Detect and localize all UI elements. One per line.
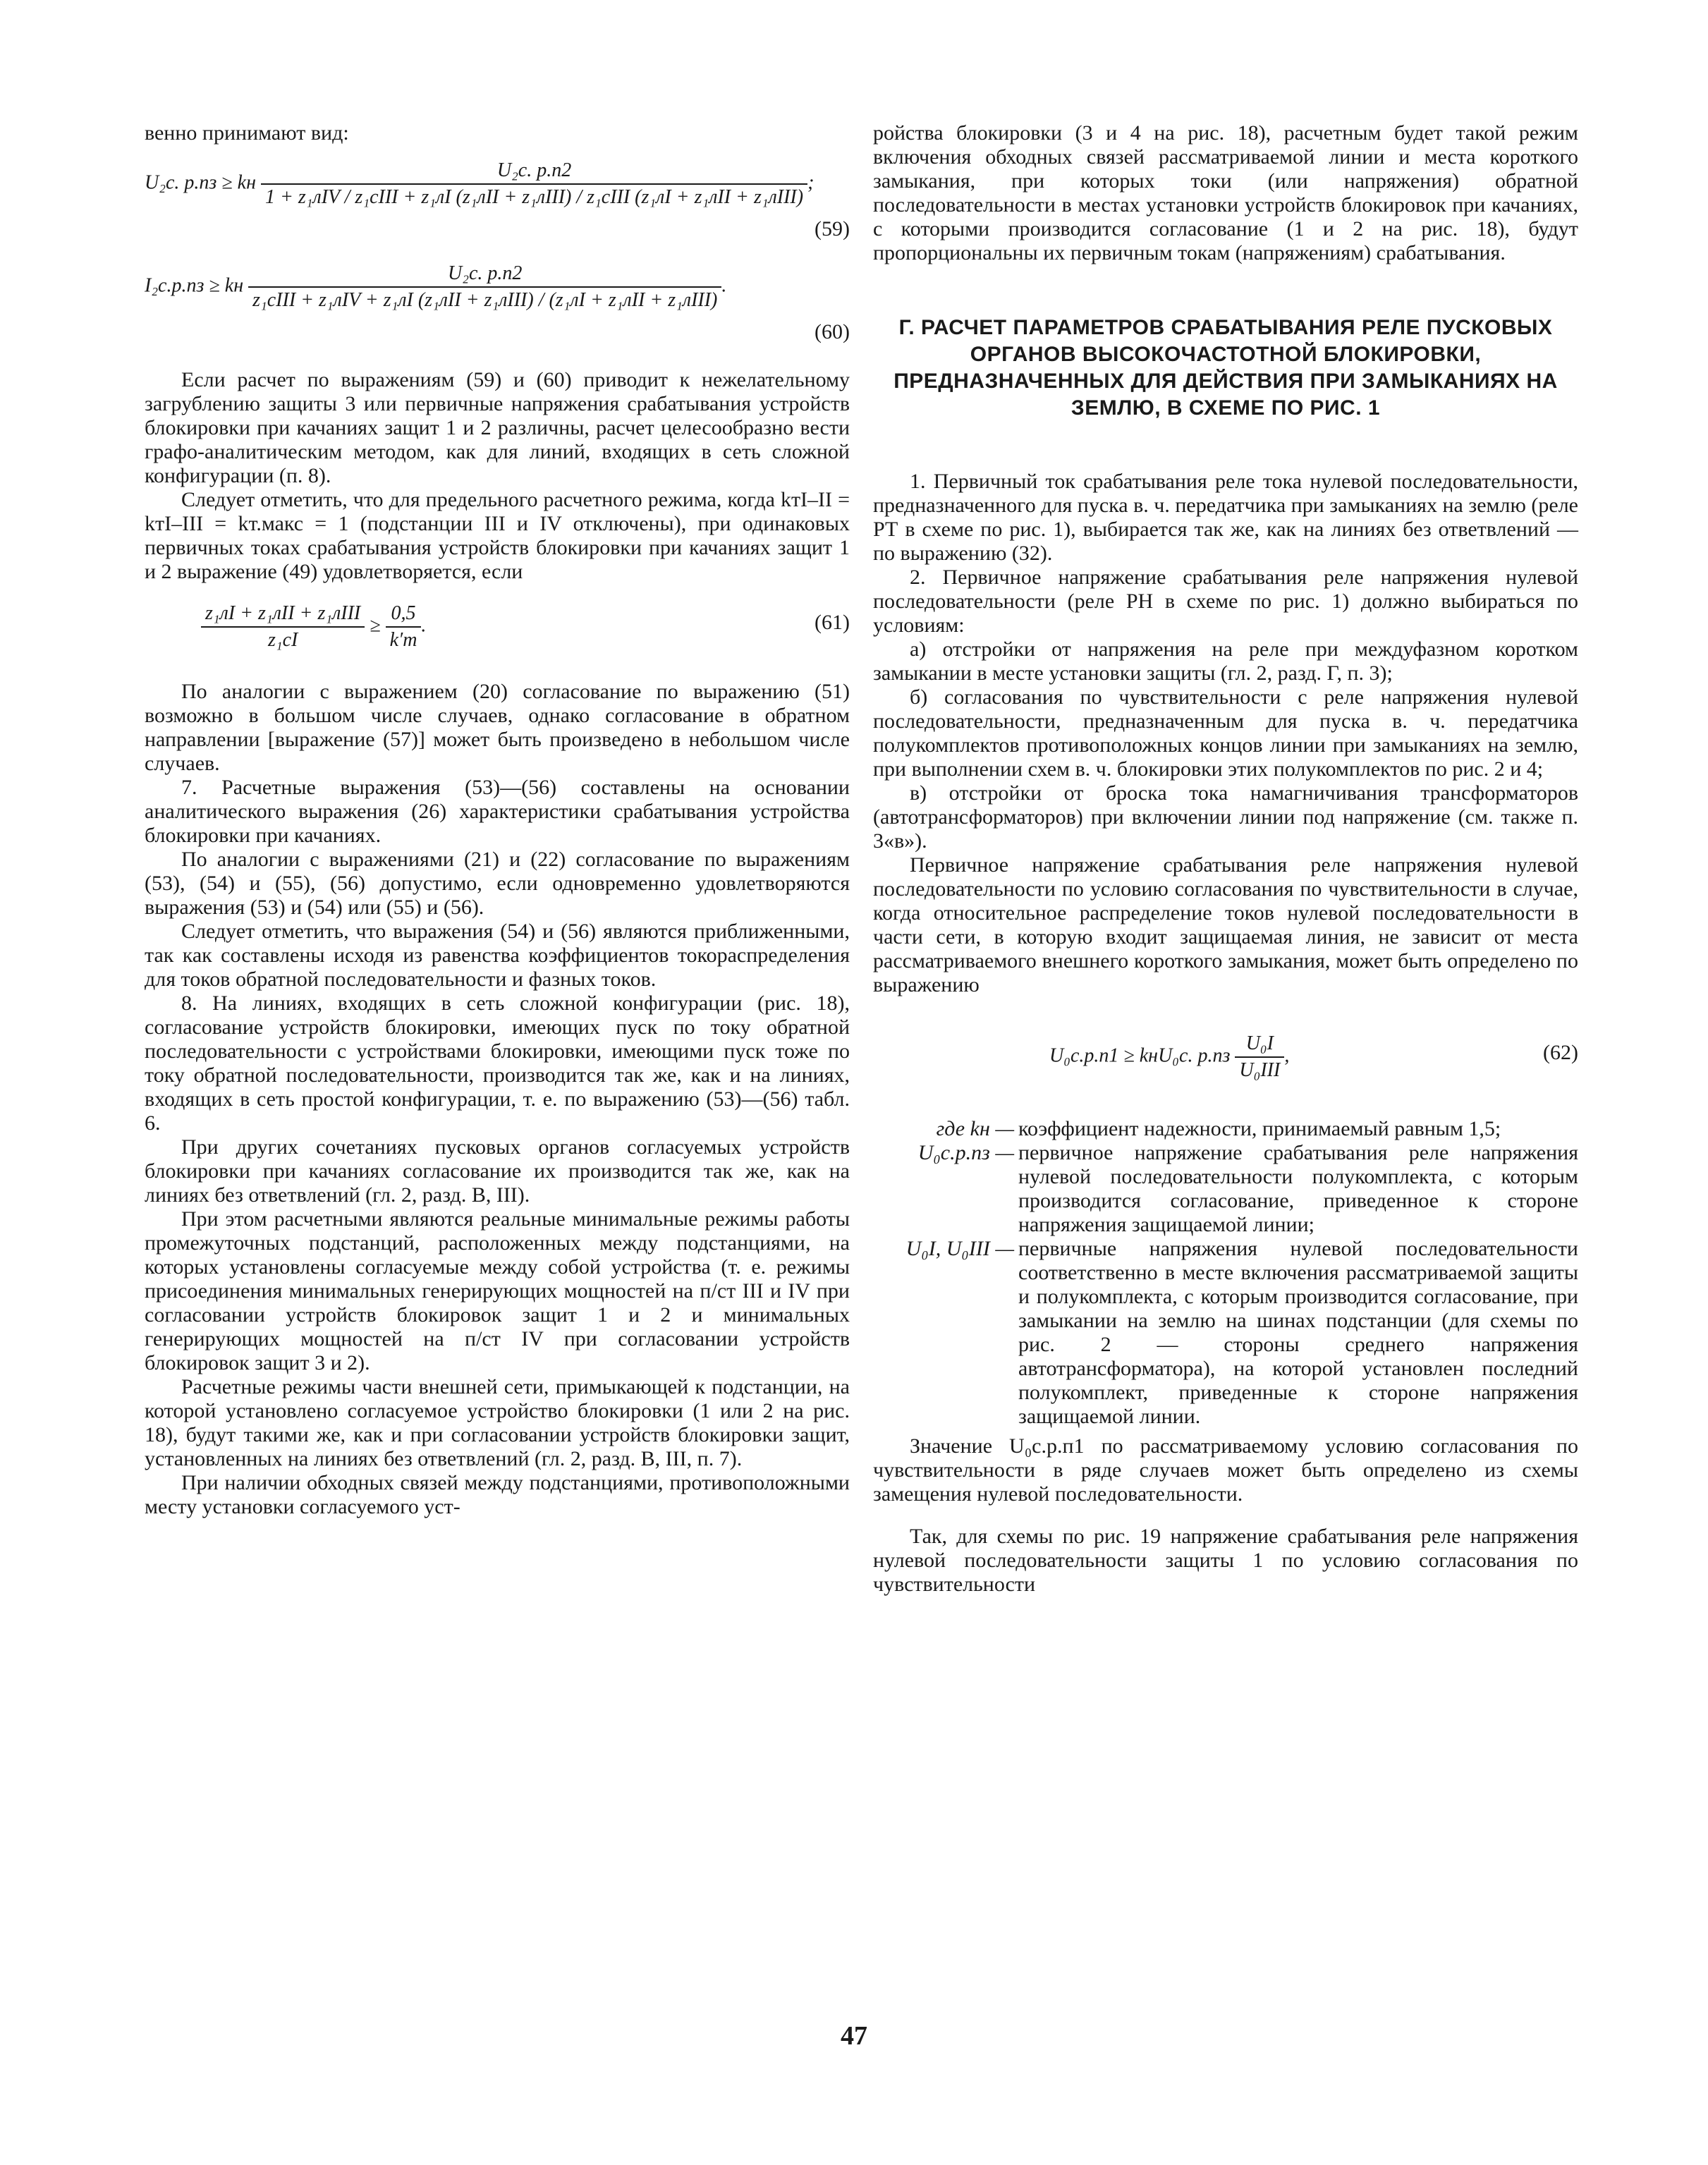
definition-text: первичные напряжения нулевой последовательности соответственно в месте включения рассматриваемой защиты и полукомплекта, с которым производится согласование, при замыкании на землю на шинах подстанции (для схемы по рис. 2 — стороны среднего напряжения автотрансформатора), на которой установлен последний полукомплект, приведенные к стороне напряжения защищаемой линии.: [1018, 1237, 1578, 1428]
paragraph: 7. Расчетные выражения (53)—(56) составлены на основании аналитического выражения (26) характеристики срабатывания устройства блокировки при качаниях.: [145, 776, 850, 847]
definition-text: первичное напряжение срабатывания реле напряжения нулевой последовательности полукомплекта, с которым производится согласование, приведенное к стороне напряжения защищаемой линии;: [1018, 1141, 1578, 1236]
paragraph: в) отстройки от броска тока намагничивания трансформаторов (автотрансформаторов) при включении линии под напряжение (см. также п. 3«в»).: [873, 781, 1578, 853]
paragraph: Следует отметить, что выражения (54) и (56) являются приближенными, так как составлены исходя из равенства коэффициентов токораспределения для токов обратной последовательности и фазных токов.: [145, 920, 850, 991]
eq62-numerator: U₀I: [1235, 1032, 1284, 1058]
eq59-tail: ;: [807, 171, 815, 194]
eq61-fraction: [201, 602, 365, 652]
definition-term: U₀c.p.пз —: [917, 1141, 1014, 1164]
paragraph: 1. Первичный ток срабатывания реле тока нулевой последовательности, предназначенного для пуска в. ч. передатчика при замыканиях на землю (реле РТ в схеме по рис. 1), выбирается так же, как на линиях без ответвлений — по выражению (32).: [873, 470, 1578, 565]
definition-item: [873, 1141, 1578, 1237]
eq59-numerator: U₂c. p.п2: [261, 159, 807, 185]
eq60-denominator: z₁cIII + z₁лIV + z₁лI (z₁лII + z₁лIII) / (z₁лI + z₁лII + z₁лIII): [252, 289, 718, 311]
paragraph: Расчетные режимы части внешней сети, примыкающей к подстанции, на которой установлено согласуемое устройство блокировки (1 или 2 на рис. 18), будут такими же, как и при согласовании устройств блокировки защит, установленных на линиях без ответвлений (гл. 2, разд. В, III, п. 7).: [145, 1375, 850, 1470]
eq61-tail: .: [421, 614, 427, 637]
equation-60: [145, 262, 850, 343]
definition-term: U₀I, U₀III —: [905, 1237, 1014, 1260]
eq61-denominator: z₁cI: [267, 629, 298, 651]
paragraph: б) согласования по чувствительности с реле напряжения нулевой последовательности, предназначенным для пуска в. ч. передатчика полукомплектов противоположных концов линии при замыканиях на землю, при выполнении схем в. ч. блокировки этих полукомплектов по рис. 2 и 4;: [873, 685, 1578, 781]
right-column: [873, 121, 1578, 1597]
eq60-fraction: [248, 262, 721, 312]
eq61-relation: ≥: [370, 614, 381, 637]
eq61-number: (61): [815, 611, 850, 634]
eq62-tail: ,: [1284, 1044, 1290, 1067]
eq61-rhs-denominator: k′т: [389, 629, 417, 651]
eq62-fraction: [1235, 1032, 1284, 1082]
definitions-list: [873, 1117, 1578, 1429]
intro-line: венно принимают вид:: [145, 121, 349, 145]
paragraph: Если расчет по выражениям (59) и (60) приводит к нежелательному загрублению защиты 3 или первичные напряжения срабатывания устройств блокировки при качаниях защит 1 и 2 различны, расчет целесообразно вести графо-аналитическим методом, как для линий, входящих в сеть сложной конфигурации (п. 8).: [145, 368, 850, 487]
paragraph: При наличии обходных связей между подстанциями, противоположными месту установки согласуемого уст-: [145, 1471, 850, 1518]
eq61-rhs-fraction: [386, 602, 422, 652]
paragraph: При других сочетаниях пусковых органов согласуемых устройств блокировки при качаниях согласование их производится так же, как на линиях без ответвлений (гл. 2, разд. В, III).: [145, 1135, 850, 1207]
eq60-tail: .: [721, 274, 727, 297]
paragraph: Следует отметить, что для предельного расчетного режима, когда kтI–II = kтI–III = kт.макс = 1 (подстанции III и IV отключены), при одинаковых первичных токах срабатывания устройств блокировки при качаниях защит 1 и 2 выражение (49) удовлетворяется, если: [145, 488, 850, 583]
eq60-lhs: I₂c.p.пз ≥ kн: [145, 274, 244, 297]
paragraph: Значение U₀c.p.п1 по рассматриваемому условию согласования по чувствительности в ряде случаев может быть определено из схемы замещения нулевой последовательности.: [873, 1434, 1578, 1506]
paragraph: 2. Первичное напряжение срабатывания реле напряжения нулевой последовательности (реле РН в схеме по рис. 1) должно выбираться по условиям:: [873, 566, 1578, 637]
eq59-den-a: 1 + z₁лIV / z₁cIII: [265, 186, 398, 208]
eq59-lhs: U₂c. p.пз ≥ kн: [145, 171, 256, 194]
page-number: 47: [841, 2021, 867, 2051]
paragraph: При этом расчетными являются реальные минимальные режимы работы промежуточных подстанций, расположенных между подстанциями, на которых установлены согласуемые между собой устройства (т. е. режимы присоединения минимальных генерирующих мощностей на п/ст III и IV при согласовании устройств блокировок защит 1 и 2 и минимальных генерирующих мощностей на п/ст IV при согласовании устройств блокировок защит 3 и 2).: [145, 1207, 850, 1374]
left-column: [145, 121, 850, 1519]
definition-item: [873, 1117, 1578, 1141]
eq60-number: (60): [815, 320, 850, 343]
eq59-den-b: + z₁лI (z₁лII + z₁лIII) / z₁cIII (z₁лI + z₁лII + z₁лIII): [403, 186, 804, 208]
paragraph: ройства блокировки (3 и 4 на рис. 18), расчетным будет такой режим включения обходных связей рассматриваемой линии и места короткого замыкания, при которых токи (или напряжения) обратной последовательности в местах установки устройств блокировок при качаниях, с которыми производится согласование (1 и 2 на рис. 18), будут пропорциональны их первичным токам (напряжениям) срабатывания.: [873, 121, 1578, 264]
eq59-fraction: [261, 159, 807, 209]
eq62-number: (62): [1543, 1041, 1578, 1064]
definition-term: где kн —: [936, 1117, 1014, 1140]
eq62-lhs: U₀c.p.п1 ≥ kнU₀c. p.пз: [1049, 1044, 1231, 1067]
equation-61: [201, 602, 850, 652]
eq60-numerator: U₂c. p.п2: [248, 262, 721, 288]
section-heading: Г. РАСЧЕТ ПАРАМЕТРОВ СРАБАТЫВАНИЯ РЕЛЕ ПУСКОВЫХ ОРГАНОВ ВЫСОКОЧАСТОТНОЙ БЛОКИРОВКИ, ПРЕДНАЗНАЧЕННЫХ ДЛЯ ДЕЙСТВИЯ ПРИ ЗАМЫКАНИЯХ НА ЗЕМЛЮ, В СХЕМЕ ПО РИС. 1: [893, 316, 1558, 420]
paragraph: По аналогии с выражением (20) согласование по выражению (51) возможно в большом числе случаев, однако согласование в обратном направлении [выражение (57)] может быть произведено в небольшом числе случаев.: [145, 680, 850, 775]
paragraph: По аналогии с выражениями (21) и (22) согласование по выражениям (53), (54) и (55), (56) допустимо, если одновременно удовлетворяются выражения (53) и (54) или (55) и (56).: [145, 848, 850, 919]
paragraph: 8. На линиях, входящих в сеть сложной конфигурации (рис. 18), согласование устройств блокировки, имеющих пуск по току обратной последовательности с устройствами блокировки, имеющими пуск тоже по току обратной последовательности, производится так же, как и на линиях, входящих в сеть простой конфигурации, т. е. по выражению (53)—(56) табл. 6.: [145, 992, 850, 1135]
eq61-numerator: z₁лI + z₁лII + z₁лIII: [201, 602, 365, 628]
definition-text: коэффициент надежности, принимаемый равным 1,5;: [1018, 1117, 1501, 1140]
paragraph: Так, для схемы по рис. 19 напряжение срабатывания реле напряжения нулевой последовательности защиты 1 по условию согласования по чувствительности: [873, 1525, 1578, 1596]
equation-59: [145, 159, 850, 240]
equation-62: [1049, 1032, 1578, 1082]
definition-item: [873, 1237, 1578, 1429]
paragraph: а) отстройки от напряжения на реле при междуфазном коротком замыкании в месте установки защиты (гл. 2, разд. Г, п. 3);: [873, 638, 1578, 685]
paragraph: Первичное напряжение срабатывания реле напряжения нулевой последовательности по условию согласования по чувствительности в случае, когда относительное распределение токов нулевой последовательности в части сети, в которую входит защищаемая линия, не зависит от места рассматриваемого внешнего короткого замыкания, может быть определено по выражению: [873, 853, 1578, 996]
eq59-number: (59): [815, 217, 850, 240]
eq61-rhs-numerator: 0,5: [386, 602, 422, 628]
eq62-denominator: U₀III: [1239, 1059, 1281, 1081]
